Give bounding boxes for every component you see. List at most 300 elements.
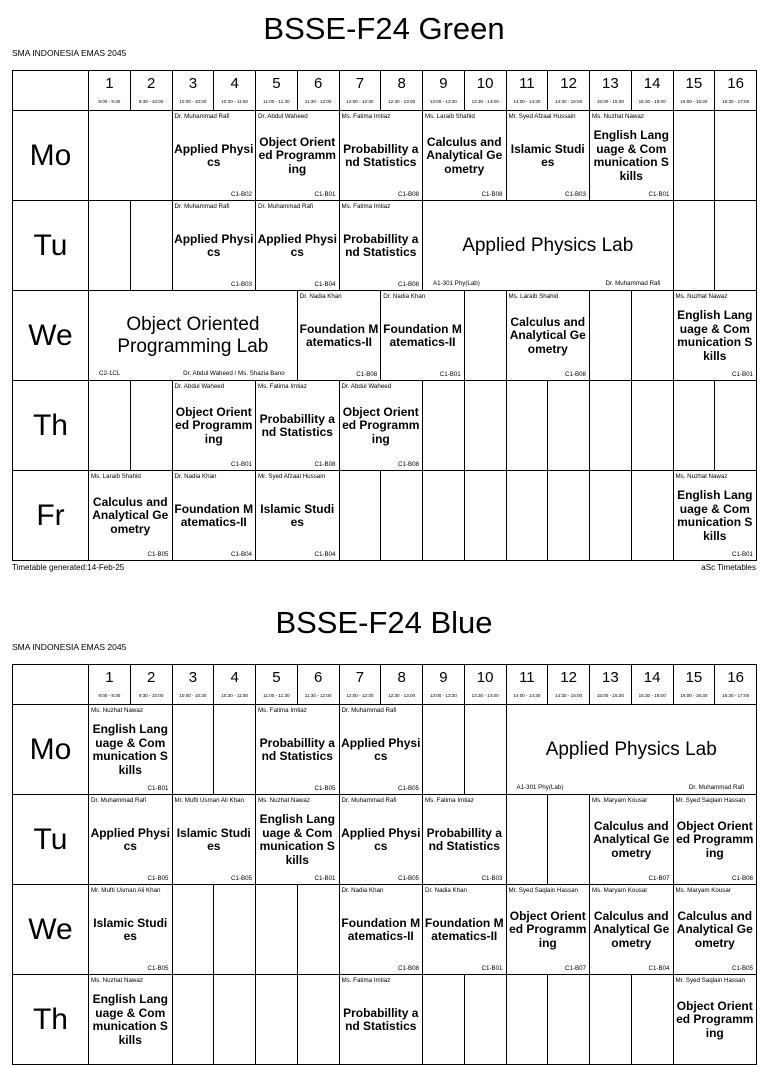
class-cell [339,381,423,471]
teacher-name: Ms. Nuzhat Nawaz [91,707,143,714]
subject-name: Probabillity and Statistics [259,411,335,439]
school-name: SMA INDONESIA EMAS 2045 [12,48,127,58]
empty-cell [548,471,590,561]
period-number: 3 [188,669,198,686]
subject-name: Islamic Studies [176,825,251,853]
cell-content [465,381,506,470]
empty-cell [464,291,506,381]
day-cell [13,885,89,975]
class-cell [172,381,256,471]
period-time: 15:30 - 16:00 [638,99,666,104]
cell-content [131,201,172,290]
teacher-name: Ms. Fatima Imtiaz [258,383,307,390]
teacher-name: Dr. Muhammad Rafi [174,113,230,120]
room-code: C1-B01 [732,551,753,558]
day-cell [13,705,89,795]
period-number: 7 [355,669,365,686]
teacher-name: Mr. Syed Afzaal Hussain [508,113,576,120]
cell-content [465,471,506,560]
class-cell [172,795,256,885]
empty-cell [172,975,214,1065]
empty-cell [548,975,590,1065]
cell-content [214,885,255,974]
period-time: 12:30 - 13:00 [388,693,416,698]
room-code: C1-B04 [231,551,252,558]
period-number: 8 [397,669,406,686]
period-header [590,71,632,111]
teacher-name: Ms. Laraib Shahid [91,473,141,480]
period-time: 16:00 - 16:30 [680,693,708,698]
room-code: C1-B05 [732,965,753,972]
cell-content [674,885,757,974]
cell-content [674,111,715,200]
timetable-grid [12,70,757,561]
empty-cell [715,381,757,471]
empty-cell [423,975,465,1065]
cell-content [340,201,423,290]
period-time: 16:30 - 17:00 [722,99,750,104]
class-cell [590,111,674,201]
teacher-name: Mr. Syed Afzaal Hussain [258,473,326,480]
cell-content [507,381,548,470]
period-header [256,665,298,705]
cell-content [674,471,757,560]
class-cell [89,885,173,975]
cell-content [465,975,506,1064]
subject-name: Object Oriented Programming [175,404,253,446]
cell-content [173,111,256,200]
lab-teacher: Dr. Abdul Waheed / Ms. Shazia Bano [183,370,285,377]
empty-cell [214,975,256,1065]
empty-cell [590,381,632,471]
period-number: 6 [313,75,323,92]
room-code: C1-B08 [398,965,419,972]
period-header [548,665,590,705]
cell-content [173,705,214,794]
cell-content [89,381,130,470]
empty-cell [631,975,673,1065]
teacher-name: Mr. Mufti Usman Ali Khan [174,797,244,804]
cell-content [340,111,423,200]
cell-content [381,471,422,560]
class-cell [590,885,674,975]
cell-content [340,471,381,560]
day-cell [13,381,89,471]
period-time: 13:30 - 14:00 [471,693,499,698]
subject-name: Calculus and Analytical Geometry [593,818,670,860]
class-cell [673,471,757,561]
cell-content [548,795,589,884]
teacher-name: Ms. Fatima Imtiaz [341,203,391,210]
class-cell [673,885,757,975]
room-code: C1-B05 [147,875,169,882]
period-number: 14 [643,669,661,686]
room-code: C1-B05 [398,785,419,792]
period-header [339,665,381,705]
lab-room: A1-301 Phy(Lab) [516,784,564,791]
period-number: 10 [476,669,494,686]
period-time: 14:30 - 15:00 [555,99,583,104]
class-cell [89,705,173,795]
teacher-name: Ms. Nuzhat Nawaz [675,293,728,300]
cell-content [548,381,589,470]
subject-name: Probabillity and Statistics [426,825,502,853]
empty-cell [673,381,715,471]
subject-name: English Language & Communication Skills [259,812,335,867]
period-number: 11 [519,669,535,686]
period-time: 11:00 - 11:30 [263,99,290,104]
empty-cell [89,381,131,471]
cell-content [590,795,673,884]
class-cell [673,975,757,1065]
empty-cell [464,705,506,795]
class-cell [256,795,340,885]
cell-content [381,291,464,380]
day-row [13,201,757,291]
period-number: 8 [397,75,406,92]
cell-content [507,291,590,380]
room-code: C1-B05 [231,875,252,882]
period-header [130,665,172,705]
empty-cell [172,705,214,795]
cell-content [423,111,506,200]
empty-cell [89,111,173,201]
teacher-name: Mr. Syed Saqlain Hassan [675,797,745,804]
teacher-name: Dr. Muhammad Rafi [174,203,230,210]
period-header [506,665,548,705]
period-header [381,71,423,111]
empty-cell [590,975,632,1065]
period-header-row [13,71,757,111]
cell-content [298,291,381,380]
subject-name: Calculus and Analytical Geometry [509,314,586,356]
room-code: C1-B04 [314,281,336,288]
room-code: C1-B01 [439,371,461,378]
day-name: Tu [33,822,68,856]
timetable-title: BSSE-F24 Green [263,11,505,46]
cell-content [507,471,548,560]
subject-name: Islamic Studies [93,915,168,943]
class-cell [256,471,340,561]
room-code: C1-B02 [231,191,252,198]
room-code: C1-B05 [147,965,169,972]
cell-content [89,111,172,200]
cell-content [173,201,256,290]
cell-content [340,885,423,974]
class-cell [256,381,340,471]
period-header [89,71,131,111]
lab-cell [506,705,757,795]
room-code: C1-B03 [565,191,586,198]
period-number: 2 [146,669,156,686]
class-cell [172,471,256,561]
subject-name: Probabillity and Statistics [343,141,419,169]
cell-content [590,885,673,974]
empty-cell [297,885,339,975]
subject-name: Applied Physics [341,735,421,763]
cell-content [632,975,673,1064]
subject-name: Foundation Matematics-II [424,915,504,943]
cell-content [340,705,423,794]
cell-content [674,795,757,884]
period-time: 13:00 - 13:30 [429,99,457,104]
cell-content [173,975,214,1064]
cell-content [590,975,631,1064]
period-number: 1 [105,669,114,686]
teacher-name: Ms. Laraib Shahid [425,113,475,120]
empty-cell [214,885,256,975]
subject-name: English Language & Communication Skills [92,722,168,777]
cell-content [632,381,673,470]
room-code: C1-B03 [481,875,503,882]
subject-name: Object Oriented Programming [258,134,336,176]
subject-name: English Language & Communication Skills [92,992,168,1047]
empty-cell [464,471,506,561]
teacher-name: Ms. Laraib Shahid [508,293,559,300]
teacher-name: Ms. Maryam Kousar [592,887,648,894]
period-number: 9 [439,669,448,686]
teacher-name: Dr. Nadia Khan [383,293,426,300]
subject-name: Probabillity and Statistics [343,231,419,259]
cell-content [423,885,506,974]
subject-name: Applied Physics [90,825,170,853]
day-row [13,705,757,795]
period-time: 9:30 - 10:00 [138,99,164,104]
subject-name: Calculus and Analytical Geometry [426,134,503,176]
cell-content [89,795,172,884]
period-header [297,71,339,111]
period-time: 9:30 - 10:00 [138,693,164,698]
period-number: 14 [643,75,661,92]
day-cell [13,111,89,201]
period-time: 10:00 - 10:30 [179,693,207,698]
day-name: Tu [33,228,68,262]
subject-name: English Language & Communication Skills [593,128,669,183]
period-header [89,665,131,705]
subject-name: Applied Physics [257,231,337,259]
period-number: 9 [439,75,448,92]
empty-cell [631,471,673,561]
teacher-name: Ms. Nuzhat Nawaz [592,113,644,120]
day-row [13,381,757,471]
lab-teacher: Dr. Muhammad Rafi [605,280,661,287]
period-number: 16 [727,669,744,686]
period-header [423,665,465,705]
class-cell [673,291,757,381]
teacher-name: Dr. Abdul Waheed [341,383,392,390]
lab-cell [423,201,674,291]
period-header-row [13,665,757,705]
cell-content [423,201,673,290]
teacher-name: Ms. Maryam Kousar [675,887,731,894]
subject-name: Object Oriented Programming [342,404,420,446]
class-cell [673,795,757,885]
period-time: 10:30 - 11:00 [221,99,248,104]
period-time: 12:00 - 12:30 [346,693,374,698]
period-header [590,665,632,705]
room-code: C1-B01 [732,371,753,378]
cell-content [89,471,172,560]
period-time: 11:00 - 11:30 [263,693,290,698]
empty-cell [130,381,172,471]
room-code: C1-B04 [648,965,670,972]
cell-content [423,705,464,794]
cell-content [173,885,214,974]
empty-cell [506,795,548,885]
cell-content [548,975,589,1064]
cell-content [465,705,506,794]
period-number: 6 [313,669,323,686]
empty-cell [548,381,590,471]
room-code: C1-B08 [398,191,419,198]
day-name: Fr [36,498,65,532]
subject-name: Probabillity and Statistics [259,735,335,763]
period-header [673,665,715,705]
class-cell [172,201,256,291]
class-cell [339,885,423,975]
class-cell [381,291,465,381]
period-number: 12 [560,669,577,686]
lab-subject: Applied Physics Lab [545,739,717,760]
class-cell [339,705,423,795]
day-row [13,885,757,975]
subject-name: Calculus and Analytical Geometry [676,908,753,950]
class-cell [339,795,423,885]
teacher-name: Dr. Nadia Khan [299,293,342,300]
period-time: 11:30 - 12:00 [304,99,332,104]
subject-name: Applied Physics [174,231,254,259]
cell-content [674,975,757,1064]
period-number: 13 [602,669,619,686]
teacher-name: Dr. Muhammad Rafi [91,797,147,804]
cell-content [89,291,297,380]
empty-cell [715,111,757,201]
room-code: C1-B07 [648,875,670,882]
period-header [548,71,590,111]
period-header [715,71,757,111]
room-code: C1-B01 [147,785,169,792]
subject-name: Foundation Matematics-II [299,321,379,349]
cell-content [89,705,172,794]
cell-content [340,381,423,470]
cell-content [423,471,464,560]
class-cell [590,795,674,885]
cell-content [674,201,715,290]
empty-cell [548,795,590,885]
cell-content [256,795,339,884]
period-number: 5 [272,669,281,686]
period-header [464,71,506,111]
footer-generated: Timetable generated:14-Feb-25 [12,563,125,572]
teacher-name: Dr. Abdul Waheed [174,383,225,390]
subject-name: Object Oriented Programming [676,818,754,860]
empty-cell [673,111,715,201]
day-cell [13,291,89,381]
teacher-name: Ms. Fatima Imtiaz [341,977,391,984]
period-time: 10:00 - 10:30 [179,99,207,104]
room-code: C1-B01 [314,875,336,882]
teacher-name: Dr. Nadia Khan [341,887,384,894]
room-code: C1-B03 [231,281,252,288]
empty-cell [506,975,548,1065]
teacher-name: Ms. Nuzhat Nawaz [91,977,143,984]
room-code: C1-B08 [398,281,419,288]
cell-content [632,471,673,560]
cell-content [674,291,757,380]
teacher-name: Ms. Fatima Imtiaz [258,707,307,714]
period-number: 16 [727,75,744,92]
cell-content [632,291,673,380]
period-time: 9:00 - 9:30 [98,693,121,698]
room-code: C1-B01 [231,461,252,468]
period-number: 13 [602,75,619,92]
subject-name: Applied Physics [341,825,421,853]
cell-content [340,795,423,884]
period-header [172,71,214,111]
teacher-name: Ms. Nuzhat Nawaz [675,473,728,480]
cell-content [674,381,715,470]
empty-cell [130,201,172,291]
period-time: 10:30 - 11:00 [221,693,248,698]
day-name: Th [32,408,68,442]
period-number: 1 [105,75,114,92]
teacher-name: Ms. Maryam Kousar [592,797,648,804]
class-cell [423,795,507,885]
period-time: 12:30 - 13:00 [388,99,416,104]
period-time: 14:00 - 14:30 [513,99,541,104]
teacher-name: Mr. Mufti Usman Ali Khan [91,887,161,894]
empty-cell [423,471,465,561]
empty-cell [381,471,423,561]
subject-name: Calculus and Analytical Geometry [593,908,670,950]
cell-content [715,381,756,470]
empty-cell [464,381,506,471]
period-number: 5 [272,75,281,92]
class-cell [256,201,340,291]
day-name: We [28,912,73,946]
cell-content [590,291,631,380]
class-cell [339,975,423,1065]
subject-name: Calculus and Analytical Geometry [92,494,169,536]
teacher-name: Ms. Fatima Imtiaz [341,113,391,120]
period-time: 9:00 - 9:30 [98,99,121,104]
cell-content [256,705,339,794]
empty-cell [339,471,381,561]
lab-subject: Applied Physics Lab [462,235,634,256]
teacher-name: Dr. Muhammad Rafi [341,797,397,804]
cell-content [507,111,590,200]
class-cell [506,111,590,201]
subject-name: English Language & Communication Skills [677,308,753,363]
empty-cell [590,291,632,381]
room-code: C1-B08 [481,191,503,198]
period-number: 12 [560,75,577,92]
day-name: We [28,318,73,352]
day-row [13,471,757,561]
cell-content [256,471,339,560]
subject-name: Foundation Matematics-II [341,915,421,943]
cell-content [173,381,256,470]
empty-cell [297,975,339,1065]
period-number: 3 [188,75,198,92]
subject-name: Islamic Studies [510,141,585,169]
class-cell [89,471,173,561]
cell-content [89,975,172,1064]
teacher-name: Dr. Muhammad Rafi [258,203,314,210]
period-time: 16:00 - 16:30 [680,99,708,104]
timetable-title: BSSE-F24 Blue [275,605,493,640]
day-name: Mo [29,732,72,766]
